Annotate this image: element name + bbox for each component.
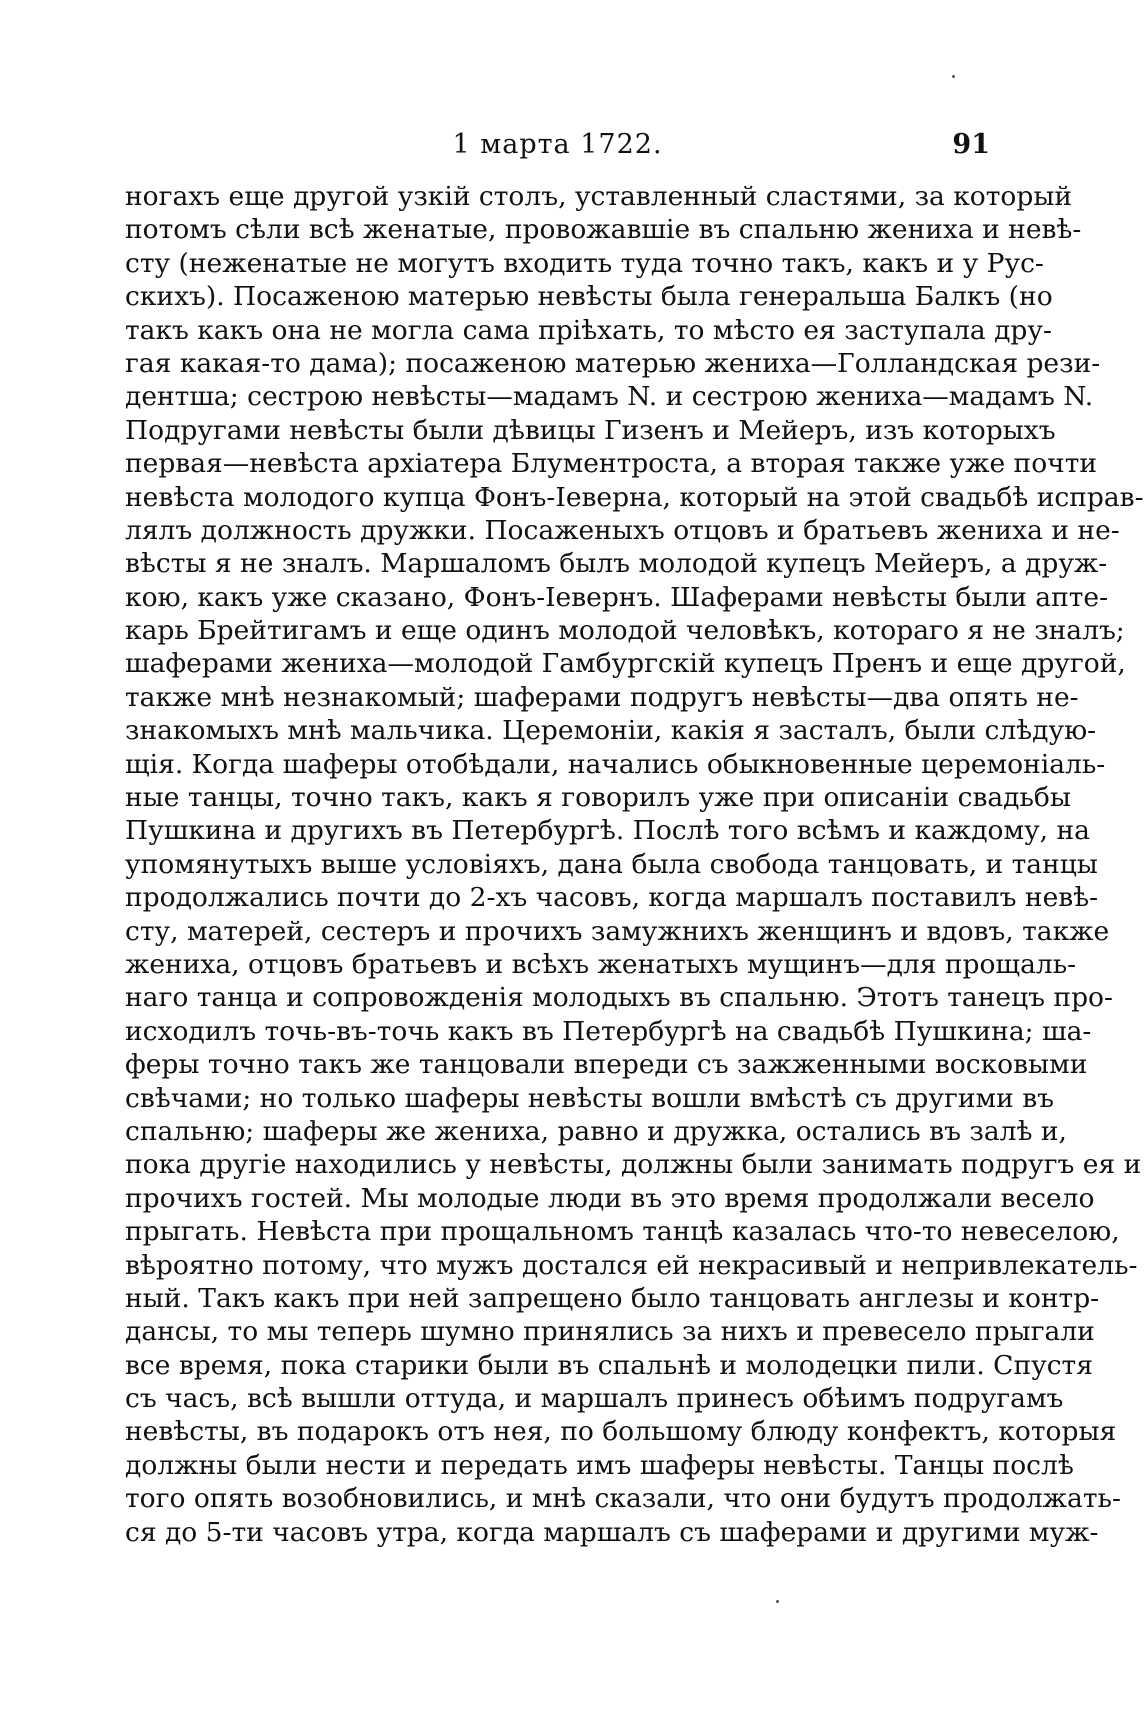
text-line: продолжались почти до 2-хъ часовъ, когда маршалъ поставилъ невѣ- [125, 882, 1099, 914]
text-line: невѣсты, въ подарокъ отъ нея, по большому блюду конфектъ, которыя [125, 1416, 1117, 1448]
text-line: упомянутыхъ выше условіяхъ, дана была свобода танцовать, и танцы [125, 848, 1098, 880]
text-line: сту (неженатые не могутъ входить туда точно такъ, какъ и у Рус- [125, 247, 1044, 279]
body-text [125, 180, 1144, 1549]
text-line: ные танцы, точно такъ, какъ я говорилъ уже при описаніи свадьбы [125, 782, 1071, 814]
page-header [125, 128, 990, 168]
text-line: ся до 5-ти часовъ утра, когда маршалъ съ шаферами и другими муж- [125, 1516, 1099, 1548]
text-line: также мнѣ незнакомый; шаферами подругъ невѣсты—два опять не- [125, 681, 1079, 713]
text-line: шаферами жениха—молодой Гамбургскій купецъ Пренъ и еще другой, [125, 648, 1126, 680]
text-line: Пушкина и другихъ въ Петербургѣ. Послѣ того всѣмъ и каждому, на [125, 815, 1090, 847]
text-line: свѣчами; но только шаферы невѣсты вошли вмѣстѣ съ другими въ [125, 1082, 1055, 1114]
text-line: ный. Такъ какъ при ней запрещено было танцовать англезы и контр- [125, 1282, 1100, 1314]
text-line: щія. Когда шаферы отобѣдали, начались обыкновенные церемоніаль- [125, 748, 1106, 780]
text-line: сту, матерей, сестеръ и прочихъ замужнихъ женщинъ и вдовъ, также [125, 915, 1110, 947]
text-line: вѣсты я не зналъ. Маршаломъ былъ молодой купецъ Мейеръ, а друж- [125, 548, 1108, 580]
text-line: дансы, то мы теперь шумно принялись за нихъ и превесело прыгали [125, 1316, 1095, 1348]
text-line: дентша; сестрою невѣсты—мадамъ N. и сестрою жениха—мадамъ N. [125, 381, 1094, 413]
text-line: прыгать. Невѣста при прощальномъ танцѣ казалась что-то невеселою, [125, 1216, 1120, 1248]
text-line: прочихъ гостей. Мы молодые люди въ это время продолжали весело [125, 1182, 1095, 1214]
text-line: спальню; шаферы же жениха, равно и дружка, остались въ залѣ и, [125, 1115, 1067, 1147]
text-line: все время, пока старики были въ спальнѣ и молодецки пили. Спустя [125, 1349, 1093, 1381]
text-line: лялъ должность дружки. Посаженыхъ отцовъ и братьевъ жениха и не- [125, 514, 1120, 546]
text-line: жениха, отцовъ братьевъ и всѣхъ женатыхъ мущинъ—для прощаль- [125, 948, 1077, 980]
text-line: кою, какъ уже сказано, Фонъ-Іевернъ. Шаферами невѣсты были апте- [125, 581, 1109, 613]
scan-speck [776, 1600, 779, 1603]
text-line: Подругами невѣсты были дѣвицы Гизенъ и Мейеръ, изъ которыхъ [125, 414, 1056, 446]
text-line: карь Брейтигамъ и еще одинъ молодой человѣкъ, котораго я не зналъ; [125, 615, 1125, 647]
text-line: такъ какъ она не могла сама пріѣхать, то мѣсто ея заступала дру- [125, 314, 1052, 346]
text-line: первая—невѣста архіатера Блументроста, а вторая также уже почти [125, 448, 1098, 480]
text-line: гая какая-то дама); посаженою матерью жениха—Голландская рези- [125, 347, 1101, 379]
text-line: знакомыхъ мнѣ мальчика. Церемоніи, какія я засталъ, были слѣдую- [125, 715, 1097, 747]
running-title: 1 марта 1722. [452, 129, 663, 160]
text-line: должны были нести и передать имъ шаферы невѣсты. Танцы послѣ [125, 1449, 1074, 1481]
text-line: того опять возобновились, и мнѣ сказали, что они будутъ продолжать- [125, 1483, 1121, 1515]
text-line: наго танца и сопровожденія молодыхъ въ спальню. Этотъ танецъ про- [125, 982, 1113, 1014]
page-number: 91 [952, 129, 990, 160]
text-line: пока другіе находились у невѣсты, должны были занимать подругъ ея и [125, 1149, 1142, 1181]
text-line: потомъ сѣли всѣ женатые, провожавшіе въ спальню жениха и невѣ- [125, 214, 1082, 246]
text-line: скихъ). Посаженою матерью невѣсты была генеральша Балкъ (но [125, 281, 1053, 313]
text-line: невѣста молодого купца Фонъ-Іеверна, который на этой свадьбѣ исправ- [125, 481, 1144, 513]
text-line: феры точно такъ же танцовали впереди съ зажженными восковыми [125, 1049, 1088, 1081]
text-line: ногахъ еще другой узкій столъ, уставленный сластями, за который [125, 181, 1073, 212]
text-line: исходилъ точь-въ-точь какъ въ Петербургѣ на свадьбѣ Пушкина; ша- [125, 1015, 1092, 1047]
text-line: вѣроятно потому, что мужъ достался ей некрасивый и непривлекатель- [125, 1249, 1138, 1281]
scan-speck [952, 75, 955, 78]
text-line: съ часъ, всѣ вышли оттуда, и маршалъ принесъ обѣимъ подругамъ [125, 1383, 1064, 1415]
